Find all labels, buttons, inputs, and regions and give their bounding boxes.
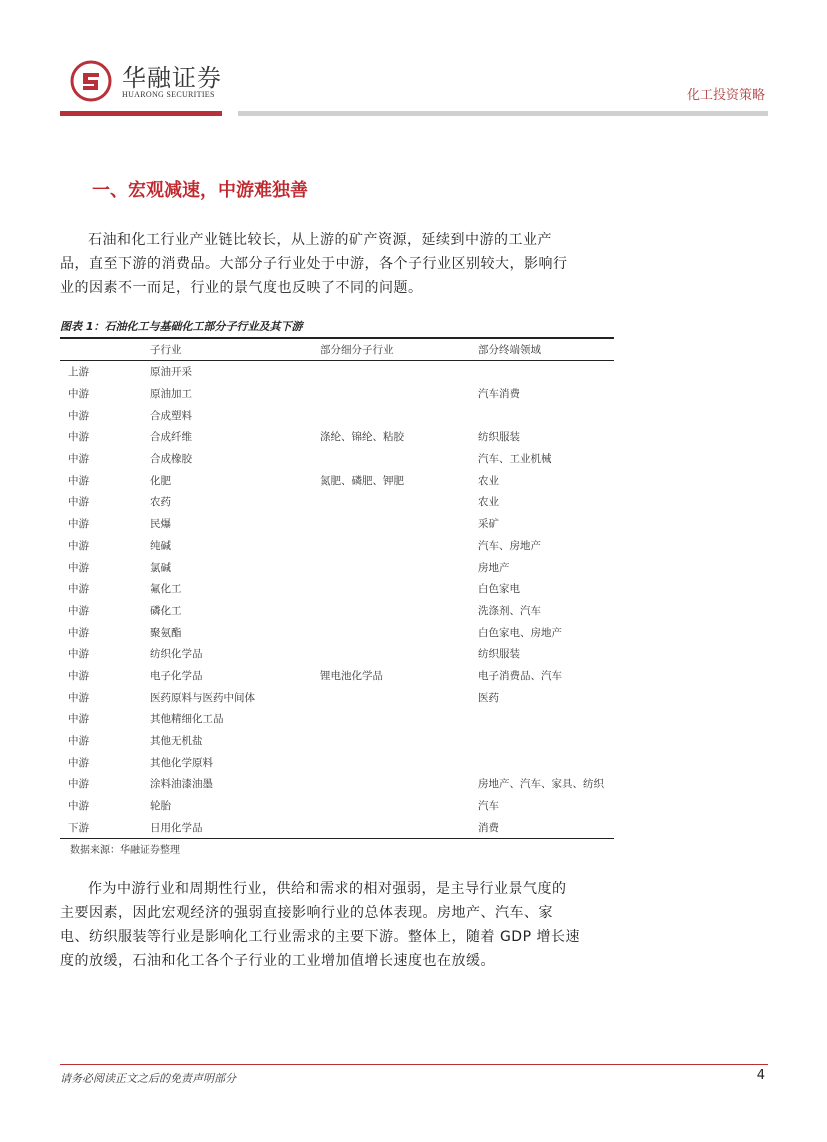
table-cell (478, 751, 614, 773)
table-cell (320, 816, 478, 838)
table-row (60, 556, 614, 578)
report-type: 化工投资策略 (686, 88, 765, 103)
table-cell: 下游 (60, 816, 150, 838)
data-source: 数据来源：华融证券整理 (70, 845, 180, 856)
table-header-cell: 部分细分子行业 (320, 338, 478, 361)
table-cell: 中游 (68, 409, 89, 422)
table-cell: 医药 (478, 691, 499, 704)
table-cell: 中游 (68, 800, 89, 813)
table-cell: 农业 (478, 474, 499, 487)
table-row (60, 708, 614, 730)
table-row (60, 513, 614, 535)
table-cell (478, 404, 614, 426)
table-cell (478, 361, 614, 383)
paragraph-analysis: 作为中游行业和周期性行业，供给和需求的相对强弱，是主导行业景气度的主要因素，因此宏观经济的强弱直接影响行业的总体表现。房地产、汽车、家电、纺织服装等行业是影响化工行业需求的主要下游。整体上，随着 GDP 增长速度的放缓，石油和化工各个子行业的工业增加值增长速度也在放缓。 (60, 881, 580, 969)
table-cell: 化肥 (150, 474, 171, 487)
header-bar-red (60, 111, 222, 116)
table-header-row (60, 338, 614, 361)
table-cell: 氮肥、磷肥、钾肥 (320, 474, 404, 487)
table-cell (320, 751, 478, 773)
table-cell: 房地产 (478, 561, 510, 574)
table-cell (320, 404, 478, 426)
table-row (60, 600, 614, 622)
table-cell: 中游 (68, 648, 89, 661)
table-row (60, 469, 614, 491)
table-cell: 农药 (150, 496, 171, 509)
table-cell: 氯碱 (150, 561, 171, 574)
table-cell: 中游 (68, 453, 89, 466)
table-cell: 纺织服装 (478, 648, 520, 661)
table-cell: 消费 (478, 816, 614, 838)
table-cell: 中游 (68, 669, 89, 682)
table-cell: 采矿 (478, 518, 499, 531)
table-cell: 中游 (68, 474, 89, 487)
table-cell: 纺织服装 (478, 431, 520, 444)
table-cell: 纺织化学品 (150, 648, 203, 661)
table-cell (478, 708, 614, 730)
section-title: 一、宏观减速，中游难独善 (92, 180, 308, 201)
table-cell: 中游 (68, 756, 89, 769)
table-row (60, 578, 614, 600)
table-cell: 中游 (68, 735, 89, 748)
table-cell: 农业 (478, 496, 499, 509)
table-cell: 其他无机盐 (150, 735, 203, 748)
table-cell: 中游 (68, 539, 89, 552)
table-row (60, 404, 614, 426)
header-bar-grey (238, 111, 768, 116)
table-cell: 轮胎 (150, 800, 171, 813)
table-cell: 中游 (68, 561, 89, 574)
table-cell: 中游 (68, 626, 89, 639)
table-cell: 涤纶、锦纶、粘胶 (320, 431, 404, 444)
table-cell: 洗涤剂、汽车 (478, 604, 541, 617)
figure-title: 图表 1：石油化工与基础化工部分子行业及其下游 (60, 320, 303, 333)
table-header-cell (60, 338, 150, 361)
table-cell: 汽车 (478, 800, 499, 813)
brand-name-cn: 华融证券 (122, 64, 222, 92)
table-cell: 其他化学原料 (150, 756, 213, 769)
table-cell: 中游 (68, 431, 89, 444)
table-header-cell: 子行业 (150, 338, 320, 361)
table-cell: 汽车、工业机械 (478, 453, 552, 466)
table-cell (478, 730, 614, 752)
table-cell: 汽车消费 (478, 388, 520, 401)
table-cell (320, 795, 478, 817)
page-number: 4 (756, 1068, 765, 1083)
table-cell: 涂料油漆油墨 (150, 778, 213, 791)
table-row (60, 448, 614, 470)
table-cell: 原油开采 (150, 366, 192, 379)
table-row (60, 665, 614, 687)
table-cell (320, 361, 478, 383)
table-cell: 中游 (68, 604, 89, 617)
table-cell: 合成纤维 (150, 431, 192, 444)
table-row (60, 751, 614, 773)
header-bar-gap (222, 111, 238, 116)
table-cell (320, 383, 478, 405)
table-row (60, 491, 614, 513)
table-cell (320, 491, 478, 513)
table-row (60, 795, 614, 817)
table-cell (320, 773, 478, 795)
table-cell: 上游 (68, 366, 89, 379)
table-cell: 房地产、汽车、家具、纺织 (478, 778, 604, 791)
footer-divider (60, 1064, 768, 1065)
table-row (60, 773, 614, 795)
table-cell: 中游 (68, 388, 89, 401)
footer-disclaimer: 请务必阅读正文之后的免责声明部分 (60, 1072, 236, 1085)
table-row (60, 383, 614, 405)
table-row (60, 535, 614, 557)
table-header-cell: 部分终端领域 (478, 338, 614, 361)
table-row (60, 816, 614, 838)
table-cell: 中游 (68, 713, 89, 726)
table-row (60, 686, 614, 708)
table-cell: 原油加工 (150, 388, 192, 401)
table-cell (320, 535, 478, 557)
table-cell: 磷化工 (150, 604, 182, 617)
table-cell: 汽车、房地产 (478, 539, 541, 552)
huarong-logo-icon (70, 60, 112, 102)
table-cell: 中游 (68, 583, 89, 596)
table-cell: 合成橡胶 (150, 453, 192, 466)
table-row (60, 621, 614, 643)
table-cell: 白色家电 (478, 583, 520, 596)
table-row (60, 643, 614, 665)
table-cell (320, 708, 478, 730)
table-row (60, 426, 614, 448)
table-cell: 聚氨酯 (150, 626, 182, 639)
paragraph-intro: 石油和化工行业产业链比较长，从上游的矿产资源，延续到中游的工业产品，直至下游的消费品。大部分子行业处于中游，各个子行业区别较大，影响行业的因素不一而足，行业的景气度也反映了不同的问题。 (60, 232, 568, 296)
table-cell (320, 556, 478, 578)
table-cell: 锂电池化学品 (320, 669, 383, 682)
table-cell (320, 686, 478, 708)
table-row (60, 730, 614, 752)
table-cell: 民爆 (150, 518, 171, 531)
table-cell: 中游 (68, 496, 89, 509)
table-cell (320, 621, 478, 643)
table-cell: 日用化学品 (150, 816, 320, 838)
table-cell (320, 448, 478, 470)
table-cell: 中游 (68, 518, 89, 531)
table-cell: 电子化学品 (150, 669, 203, 682)
table-cell: 其他精细化工品 (150, 713, 224, 726)
table-row (60, 361, 614, 383)
table-cell: 纯碱 (150, 539, 171, 552)
table-cell (320, 578, 478, 600)
table-cell: 合成塑料 (150, 409, 192, 422)
table-cell: 中游 (68, 691, 89, 704)
table-cell (320, 513, 478, 535)
brand-name-en: HUARONG SECURITIES (122, 90, 215, 99)
table-cell: 医药原料与医药中间体 (150, 691, 255, 704)
industry-table (60, 337, 614, 839)
table-cell: 电子消费品、汽车 (478, 669, 562, 682)
table-cell: 中游 (68, 778, 89, 791)
table-cell (320, 730, 478, 752)
table-cell (320, 643, 478, 665)
table-cell (320, 600, 478, 622)
table-cell: 氟化工 (150, 583, 182, 596)
table-cell: 白色家电、房地产 (478, 626, 562, 639)
